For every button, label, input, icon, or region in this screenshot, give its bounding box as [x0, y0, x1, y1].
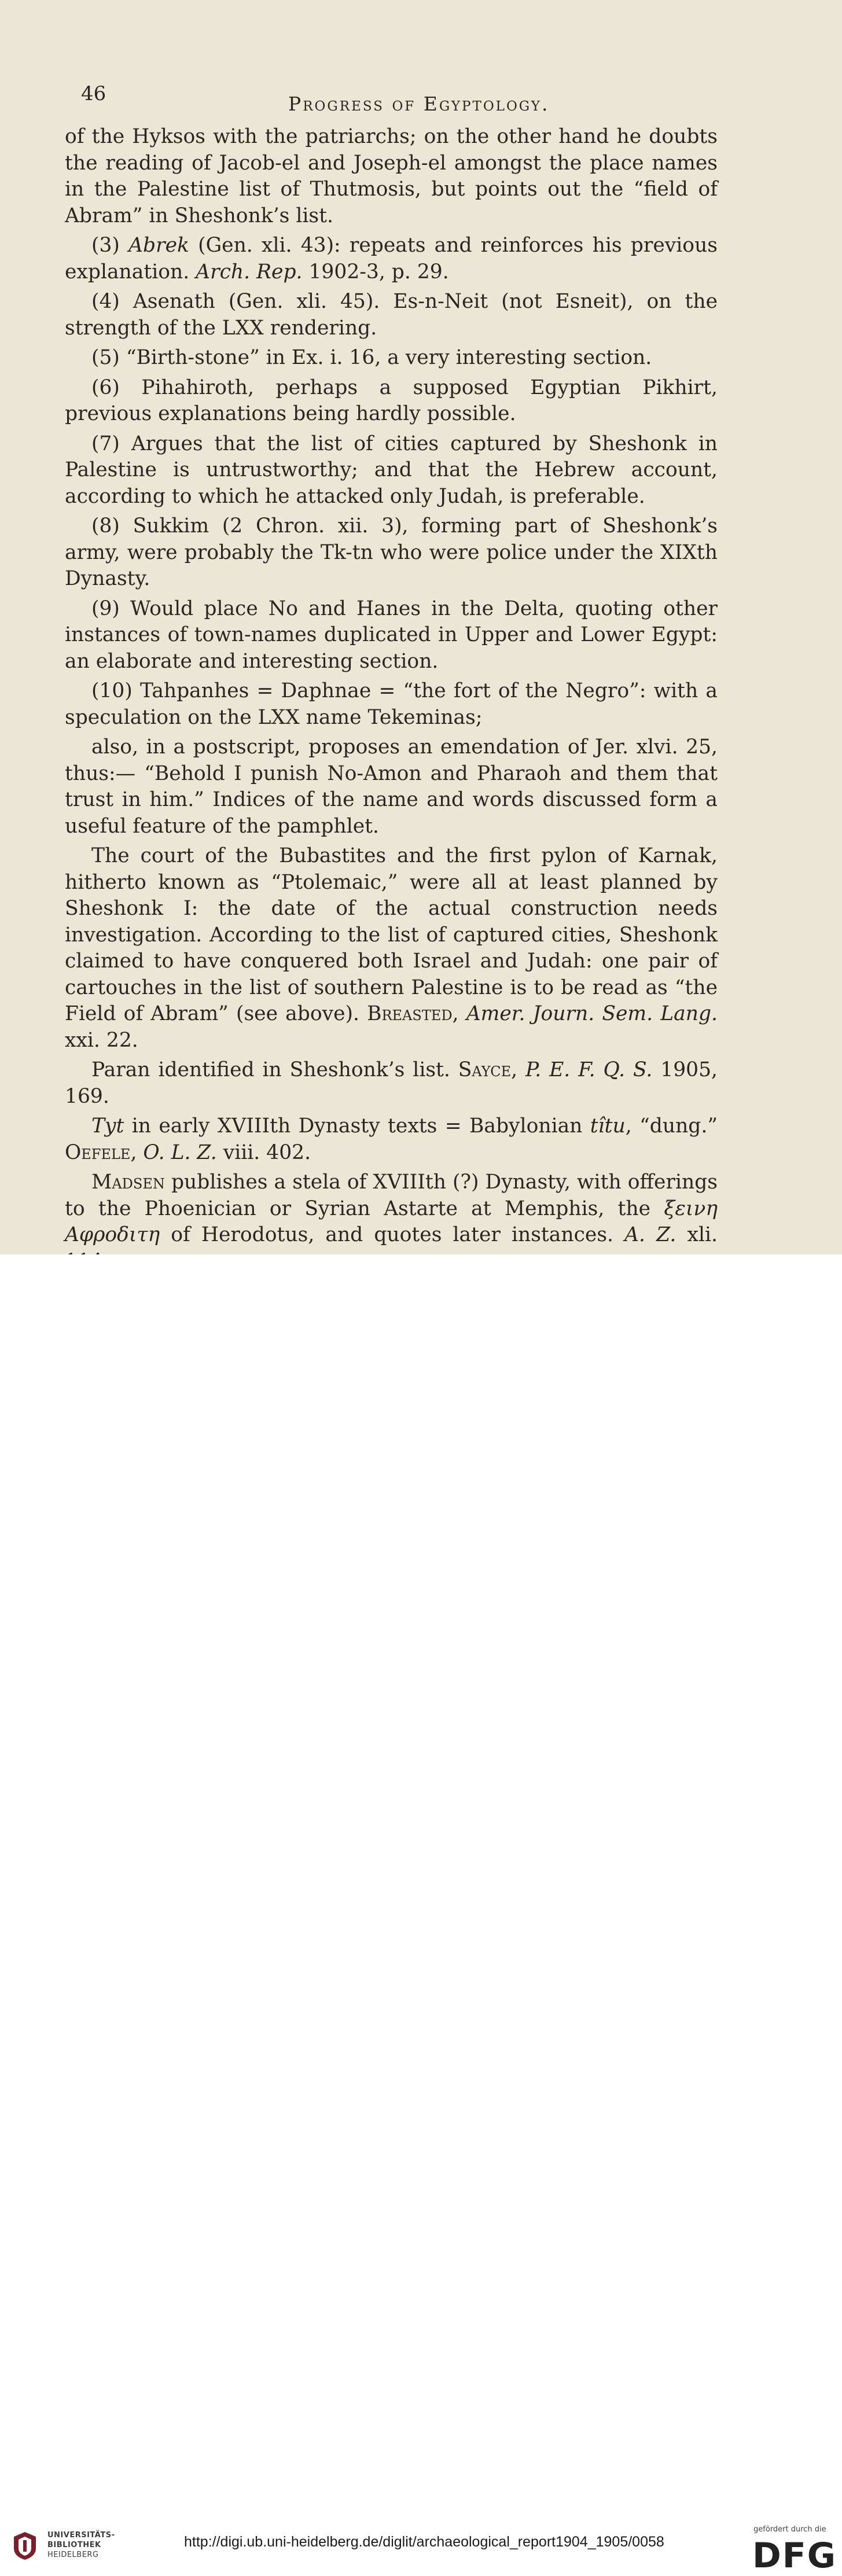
paragraph: (10) Tahpanhes = Daphnae = “the fort of the Negro”: with a speculation on the LXX name Tekeminas; [65, 679, 718, 729]
paragraph: (8) Sukkim (2 Chron. xii. 3), forming part of Sheshonk’s army, were probably the Tk-tn who were police under the XIXth Dynasty. [65, 514, 718, 590]
page-number: 46 [81, 82, 106, 105]
running-title: Progress of Egyptology. [288, 93, 550, 115]
paragraph: The court of the Bubastites and the first pylon of Karnak, hitherto known as “Ptolemaic,” were all at least planned by Sheshonk I: the date of the actual construction needs investigation. According to the list of captured cities, Sheshonk claimed to have conquered both Israel and Judah: one pair of cartouches in the list of southern Palestine is to be read as “the Field of Abram” (see above). Breasted, Amer. Journ. Sem. Lang. xxi. 22. [65, 844, 718, 1052]
paragraph: Tyt in early XVIIIth Dynasty texts = Babylonian tîtu, “dung.” Oefele, O. L. Z. viii. 402. [65, 1114, 718, 1164]
scanned-page [0, 0, 842, 1254]
footer-bar [0, 1254, 842, 2576]
paragraph: (3) Abrek (Gen. xli. 43): repeats and reinforces his previous explanation. Arch. Rep. 1902-3, p. 29. [65, 234, 718, 284]
paragraph: Madsen publishes a stela of XVIIIth (?) Dynasty, with offerings to the Phoenician or Syrian Astarte at Memphis, the ξεινη Αφροδιτη of Herodotus, and quotes later instances. A. Z. xli. [65, 1171, 718, 1246]
source-url-link[interactable]: http://digi.ub.uni-heidelberg.de/diglit/archaeological_report1904_1905/0058 [184, 2534, 664, 2550]
funding-label: gefördert durch die [753, 2525, 826, 2534]
body-text [65, 124, 718, 1334]
paragraph: (9) Would place No and Hanes in the Delta, quoting other instances of town-names duplicated in Upper and Lower Egypt: an elaborate and interesting section. [65, 597, 718, 673]
university-seal-icon [12, 2531, 38, 2561]
paragraph: (4) Asenath (Gen. xli. 45). Es-n-Neit (not Esneit), on the strength of the LXX rendering. [65, 290, 718, 340]
paragraph: (5) “Birth-stone” in Ex. i. 16, a very interesting section. [91, 346, 652, 369]
paragraph: also, in a postscript, proposes an emendation of Jer. xlvi. 25, thus:— “Behold I punish No-Amon and Pharaoh and them that trust in him.” Indices of the name and words discussed form a useful feature of the pamphlet. [65, 735, 718, 838]
library-logo-text: UNIVERSITÄTS- BIBLIOTHEK HEIDELBERG [47, 2531, 115, 2559]
paragraph: (7) Argues that the list of cities captured by Sheshonk in Palestine is untrustworthy; and that the Hebrew account, according to which he attacked only Judah, is preferable. [65, 432, 718, 508]
paragraph: Paran identified in Sheshonk’s list. Sayce, P. E. F. Q. S. 1905, 169. [65, 1058, 718, 1108]
paragraph: of the Hyksos with the patriarchs; on the other hand he doubts the reading of Jacob-el and Joseph-el amongst the place names in the Palestine list of Thutmosis, but points out the “field of Abram” in Sheshonk’s list. [65, 125, 718, 227]
dfg-logo: DFG [752, 2535, 837, 2576]
paragraph: (6) Pihahiroth, perhaps a supposed Egyptian Pikhirt, previous explanations being hardly possible. [65, 376, 718, 425]
